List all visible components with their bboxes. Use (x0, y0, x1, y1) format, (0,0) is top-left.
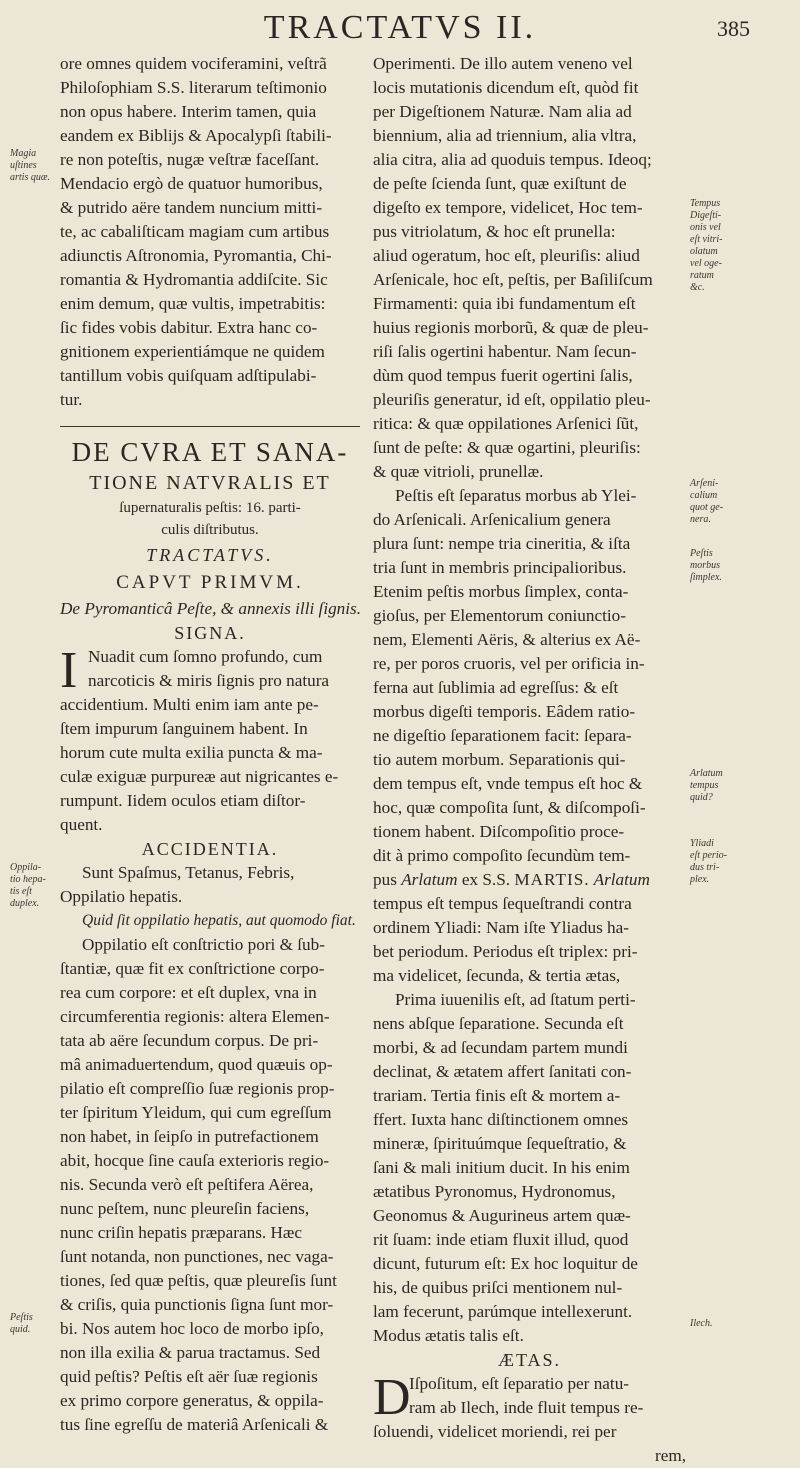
text-line: quid peſtis? Peſtis eſt aër ſuæ regionis (60, 1367, 318, 1386)
text-line: mâ animaduertendum, quod quæuis op- (60, 1055, 333, 1074)
text-line: enim demum, quæ vultis, impetrabitis: (60, 294, 326, 313)
text-line: morbi, & ad ſecundam partem mundi (373, 1038, 628, 1057)
text-line: nunc peſtem, nunc pleureſin faciens, (60, 1199, 310, 1218)
margin-note: Ilech. (690, 1318, 713, 1329)
margin-note: Magia uſtines artis quæ. (10, 148, 51, 183)
text-line: ferna aut ſublimia ad egreſſus: & eſt (373, 678, 619, 697)
aetas-heading: ÆTAS. (497, 1350, 562, 1370)
text-line: ætatibus Pyronomus, Hydronomus, (373, 1182, 616, 1201)
margin-note: Arſeni- calium quot ge- nera. (690, 478, 724, 525)
text-line: per Digeſtionem Naturæ. Nam alia ad (373, 102, 632, 121)
text-line: bet periodum. Periodus eſt triplex: pri- (373, 942, 638, 961)
chapter-rule (60, 426, 360, 435)
text-line: Nuadit cum ſomno profundo, cum (88, 647, 323, 666)
text-line: dit à primo compoſito ſecundùm tem- (373, 846, 631, 865)
margin-note: Oppila- tio hepa- tis eſt duplex. (10, 862, 46, 909)
margin-note: Peſtis morbus ſimplex. (690, 548, 722, 583)
text-fragment: MARTIS. (514, 870, 590, 889)
running-head: TRACTATVS II. (263, 9, 537, 46)
caput-heading: CAPVT PRIMVM. (116, 572, 304, 593)
text-line: rumpunt. Iidem oculos etiam diſtor- (60, 791, 306, 810)
text-line: non habet, in ſeipſo in putrefactionem (60, 1127, 319, 1146)
text-line: te, ac cabaliſticam magiam cum artibus (60, 222, 330, 241)
drop-cap: I (60, 642, 78, 699)
text-line: non opus habere. Interim tamen, quia (60, 102, 317, 121)
text-line: eandem ex Biblijs & Apocalypſi ſtabili- (60, 126, 332, 145)
text-line: horum cute multa exilia puncta & ma- (60, 743, 323, 762)
text-line: Firmamenti: quia ibi fundamentum eſt (373, 294, 636, 313)
text-fragment: Arlatum (589, 870, 650, 889)
text-line: ſani & mali initium ducit. In his enim (373, 1158, 630, 1177)
text-fragment: Arlatum (401, 870, 458, 889)
text-line: nem, Elementi Aëris, & alterius ex Aë- (373, 630, 641, 649)
text-line: biennium, alia ad triennium, alia vltra, (373, 126, 637, 145)
text-line: ſunt de peſte: & quæ ogartini, pleuriſis: (373, 438, 641, 457)
margin-note: Arlatum tempus quid? (690, 768, 723, 803)
text-line: ſtem impurum ſanguinem habent. In (60, 719, 308, 738)
chapter-title-line: DE CVRA ET SANA- (71, 437, 349, 467)
text-line: dùm quod tempus fuerit ogertini ſalis, (373, 366, 633, 385)
text-line: declinat, & ætatem affert ſanitati con- (373, 1062, 632, 1081)
text-line: Iſpoſitum, eſt ſeparatio per natu- (409, 1374, 630, 1393)
text-line: bi. Nos autem hoc loco de morbo ipſo, (60, 1319, 324, 1338)
text-fragment: pus (373, 870, 402, 889)
text-line: Prima iuuenilis eſt, ad ſtatum perti- (395, 990, 636, 1009)
text-line: lam fecerunt, parúmque intellexerunt. (373, 1302, 633, 1321)
margin-note: Yliadi eſt perio- dus tri- plex. (690, 838, 727, 885)
signa-heading: SIGNA. (174, 623, 246, 643)
chapter-title-line: ſupernaturalis peſtis: 16. parti- (119, 500, 301, 516)
text-line: Philoſophiam S.S. literarum teſtimonio (60, 78, 327, 97)
signa-paragraph (60, 642, 360, 699)
question-heading: Quid ſit oppilatio hepatis, aut quomodo fiat. (82, 912, 356, 929)
text-line: accidentium. Multi enim iam ante pe- (60, 695, 319, 714)
right-column (373, 52, 686, 1468)
text-line: romantia & Hydromantia addiſcite. Sic (60, 270, 328, 289)
text-line: alia citra, alia ad quoduis tempus. Ideoq; (373, 150, 652, 169)
text-line: ordinem Yliadi: Nam iſte Yliadus ha- (373, 918, 629, 937)
text-line: tempus eſt tempus ſequeſtrandi contra (373, 894, 632, 913)
text-line: & quæ vitrioli, prunellæ. (373, 462, 544, 481)
text-line: narcoticis & miris ſignis pro natura (88, 671, 330, 690)
text-line: Etenim peſtis morbus ſimplex, conta- (373, 582, 629, 601)
text-line: ex primo corpore generatus, & oppila- (60, 1391, 324, 1410)
text-line: ſoluendi, videlicet moriendi, rei per (373, 1422, 617, 1441)
text-line: locis mutationis dicendum eſt, quòd fit (373, 78, 639, 97)
text-line: non illa exilia & parua tractamus. Sed (60, 1343, 321, 1362)
text-line: nens abſque ſeparatione. Secunda eſt (373, 1014, 624, 1033)
text-line: ſic fides vobis dabitur. Extra hanc co- (60, 318, 318, 337)
text-line: nunc criſin hepatis præparans. Hæc (60, 1223, 302, 1242)
text-line: & criſis, quia punctionis ſigna ſunt mor- (60, 1295, 334, 1314)
text-line: re non poteſtis, nugæ veſtræ faceſſant. (60, 150, 320, 169)
text-line: pus vitriolatum, & hoc eſt prunella: (373, 222, 616, 241)
text-line: pilatio eſt compreſſio ſuæ regionis prop- (60, 1079, 335, 1098)
text-line: ter ſpiritum Yleidum, qui cum egreſſum (60, 1103, 332, 1122)
text-line: Modus ætatis talis eſt. (373, 1326, 524, 1345)
chapter-title-line: culis diſtributus. (161, 522, 259, 538)
margin-note: Tempus Digeſti- onis vel eſt vitri- olatum vel oge- ratum &c. (690, 198, 723, 293)
text-line: rit ſuam: inde etiam fluxit illud, quod (373, 1230, 629, 1249)
text-line: mineræ, ſpirituúmque ſequeſtratio, & (373, 1134, 627, 1153)
text-line: tio autem morbum. Separationis qui- (373, 750, 626, 769)
text-line: culæ exiguæ purpureæ aut nigricantes e- (60, 767, 339, 786)
text-line: dem tempus eſt, vnde tempus eſt hoc & (373, 774, 643, 793)
text-line: ma videlicet, ſecunda, & tertia ætas, (373, 966, 621, 985)
text-line: tionem habent. Diſcompoſitio proce- (373, 822, 625, 841)
text-line: ram ab Ilech, inde fluit tempus re- (409, 1398, 644, 1417)
text-line: riſi ſalis ogertini habentur. Nam ſecun- (373, 342, 637, 361)
text-line: ſunt notanda, non punctiones, nec vaga- (60, 1247, 334, 1266)
left-column (60, 52, 360, 1437)
text-line: morbus digeſti temporis. Eâdem ratio- (373, 702, 636, 721)
text-line: Oppilatio eſt conſtrictio pori & ſub- (82, 935, 325, 954)
text-line: tus ſine egreſſu de materiâ Arſenicali & (60, 1415, 329, 1434)
text-line: de peſte ſcienda ſunt, quæ exiſtunt de (373, 174, 627, 193)
text-line: hoc, quæ compoſita ſunt, & diſcompoſi- (373, 798, 646, 817)
text-line: ritica: & quæ oppilationes Arſenici ſũt, (373, 414, 639, 433)
chapter-title-line: TIONE NATVRALIS ET (89, 472, 331, 494)
text-line: gnitionem experientiámque ne quidem (60, 342, 325, 361)
text-line: & putrido aëre tandem nuncium mitti- (60, 198, 323, 217)
text-line: quent. (60, 815, 103, 834)
drop-cap: D (373, 1369, 411, 1426)
text-line: circumferentia regionis: altera Elemen- (60, 1007, 330, 1026)
text-line: tantillum vobis quiſquam adſtipulabi- (60, 366, 317, 385)
text-line: do Arſenicali. Arſenicalium genera (373, 510, 611, 529)
text-line: ſtantiæ, quæ fit ex conſtrictione corpo- (60, 959, 325, 978)
aetas-paragraph (373, 1369, 686, 1426)
accidentia-heading: ACCIDENTIA. (141, 839, 279, 859)
text-line: rem, (654, 1446, 686, 1465)
text-line: Peſtis eſt ſeparatus morbus ab Ylei- (395, 486, 637, 505)
margin-note: Peſtis quid. (10, 1312, 33, 1335)
text-line: tata ab aëre ſecundum corpus. De pri- (60, 1031, 319, 1050)
text-line: gioſus, per Elementorum coniunctio- (373, 606, 626, 625)
text-line: Oppilatio hepatis. (60, 887, 183, 906)
text-line: abit, hocque ſine cauſa exterioris regio- (60, 1151, 330, 1170)
text-line: ne digeſtio ſeparationem facit: ſepara- (373, 726, 632, 745)
text-line: huius regionis morborũ, & quæ de pleu- (373, 318, 649, 337)
text-line: ffert. Iuxta hanc diſtinctionem omnes (373, 1110, 629, 1129)
text-line: Geonomus & Augurineus artem quæ- (373, 1206, 631, 1225)
text-line: Arſenicale, hoc eſt, peſtis, per Baſiliſcum (373, 270, 653, 289)
text-line: tria ſunt in membris principalioribus. (373, 558, 627, 577)
text-line: nis. Secunda verò eſt peſtifera Aërea, (60, 1175, 314, 1194)
text-line: Operimenti. De illo autem veneno vel (373, 54, 633, 73)
text-line: pleuriſis generatur, id eſt, oppilatio pleu- (373, 390, 651, 409)
text-line: plura ſunt: nempe tria cineritia, & iſta (373, 534, 631, 553)
text-line: Sunt Spaſmus, Tetanus, Febris, (82, 863, 295, 882)
page-number: 385 (717, 16, 750, 41)
text-line: digeſto ex tempore, videlicet, Hoc tem- (373, 198, 643, 217)
text-line: trariam. Tertia finis eſt & mortem a- (373, 1086, 621, 1105)
text-fragment: ex S.S. (457, 870, 515, 889)
text-line: adiunctis Aſtronomia, Pyromantia, Chi- (60, 246, 332, 265)
text-line: aliud ogeratum, hoc eſt, pleuriſis: aliud (373, 246, 640, 265)
chapter-subtitle: De Pyromanticâ Peſte, & annexis illi ſignis. (60, 599, 362, 618)
text-line: re, per poros cruoris, vel per orificia in- (373, 654, 645, 673)
text-line: ore omnes quidem vociferamini, veſtrã (60, 54, 327, 73)
text-line: tur. (60, 390, 83, 409)
text-line: rea cum corpore: et eſt duplex, vna in (60, 983, 317, 1002)
text-line: dicunt, futurum eſt: Ex hoc loquitur de (373, 1254, 638, 1273)
text-line: tiones, ſed quæ peſtis, quæ pleureſis ſunt (60, 1271, 337, 1290)
arlatum-line (373, 868, 686, 892)
text-line: Mendacio ergò de quatuor humoribus, (60, 174, 323, 193)
tractatus-heading: TRACTATVS. (146, 545, 274, 565)
text-line: his, de quibus priſci mentionem nul- (373, 1278, 623, 1297)
